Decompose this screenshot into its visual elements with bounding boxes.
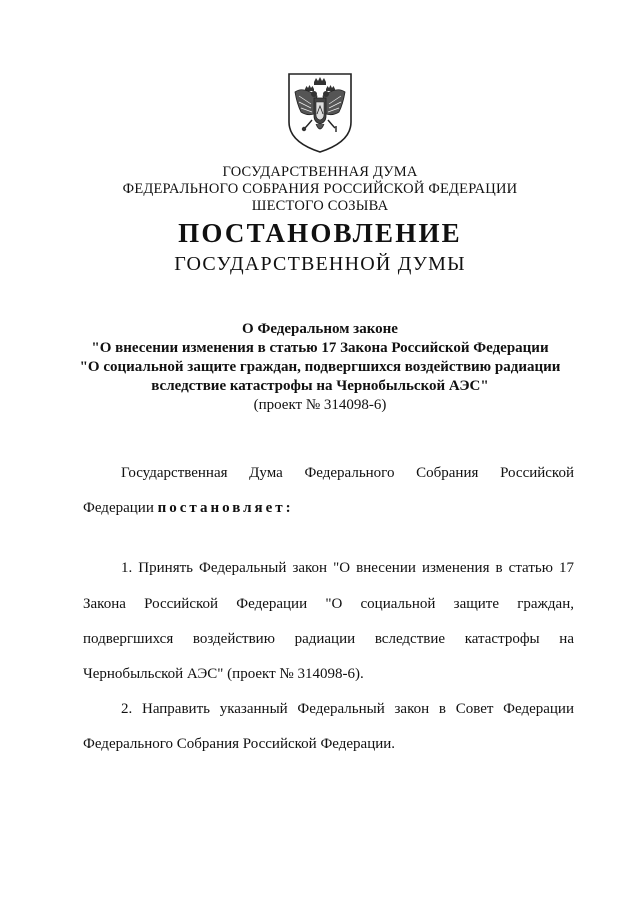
law-title-block [0,320,640,415]
law-title-line-1: О Федеральном законе [242,321,398,337]
item-1-line-1: 1. Принять Федеральный закон "О внесении изменения в статью 17 [121,560,574,576]
header-line-3: ШЕСТОГО СОЗЫВА [251,198,389,214]
law-title-line-4: вследствие катастрофы на Чернобыльской АЭС" [151,378,489,394]
organization-name [0,164,640,215]
header-line-2: ФЕДЕРАЛЬНОГО СОБРАНИЯ РОССИЙСКОЙ ФЕДЕРАЦИИ [122,181,518,197]
preamble-line-1: Государственная Дума Федерального Собрания Российской [121,465,574,481]
resolves-word: постановляет: [157,500,294,516]
item-1-line-3: подвергшихся воздействию радиации вследствие катастрофы на [83,631,574,647]
coat-of-arms-emblem [281,70,359,154]
item-2-line-1: 2. Направить указанный Федеральный закон в Совет Федерации [121,701,574,717]
document-title: ПОСТАНОВЛЕНИЕ [178,218,462,248]
document-subtitle: ГОСУДАРСТВЕННОЙ ДУМЫ [174,253,466,275]
law-title-line-2: "О внесении изменения в статью 17 Закона Российской Федерации [91,340,549,356]
preamble-line-2-start: Федерации [83,500,158,516]
law-title-line-3: "О социальной защите граждан, подвергшихся воздействию радиации [79,359,561,375]
project-number: (проект № 314098-6) [253,397,387,413]
header-line-1: ГОСУДАРСТВЕННАЯ ДУМА [222,164,418,180]
preamble-line-2 [83,500,574,517]
item-1-line-4: Чернобыльской АЭС" (проект № 314098-6). [83,666,364,682]
item-2-line-2: Федерального Собрания Российской Федерации. [83,736,396,752]
item-1-line-2: Закона Российской Федерации "О социальной защите граждан, [83,596,574,612]
